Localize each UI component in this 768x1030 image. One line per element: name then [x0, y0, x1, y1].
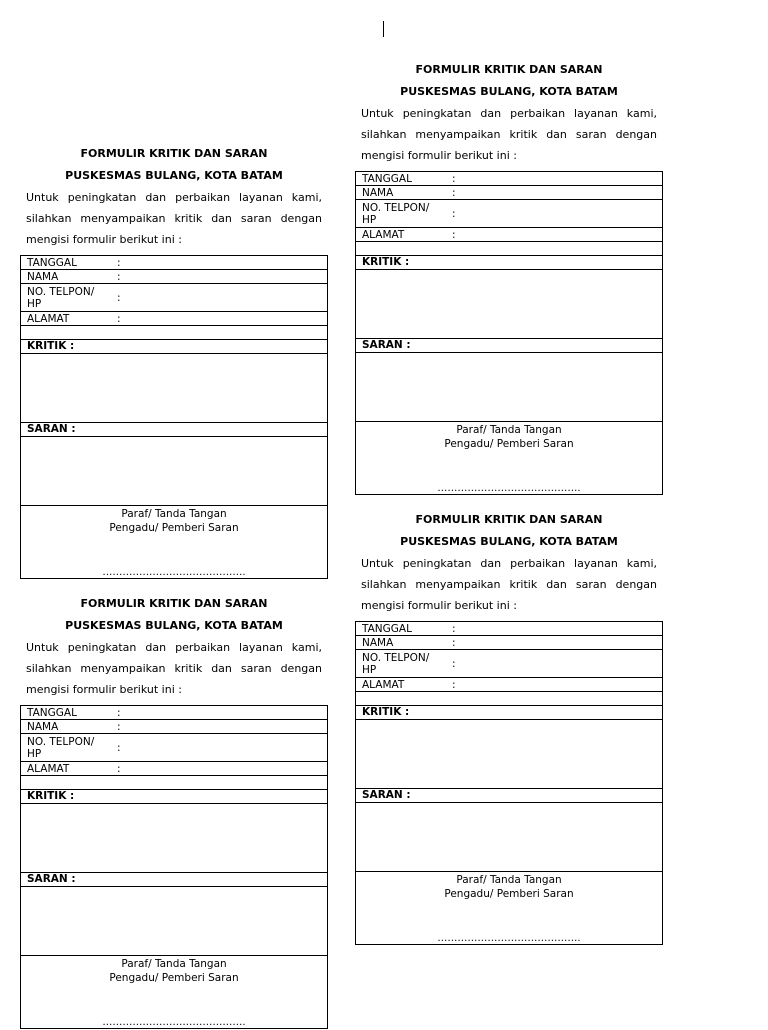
saran-label: SARAN : [356, 789, 662, 803]
form-title: FORMULIR KRITIK DAN SARAN [415, 513, 603, 526]
form-table [355, 621, 663, 945]
signature-line2: Pengadu/ Pemberi Saran [109, 522, 239, 534]
field-label: TANGGAL [362, 172, 412, 185]
field-colon: : [452, 207, 456, 220]
signature-line1: Paraf/ Tanda Tangan [121, 958, 227, 970]
signature-dots: ……………………………………. [102, 567, 246, 578]
field-label: NAMA [27, 720, 59, 733]
form-table [355, 171, 663, 495]
saran-label: SARAN : [356, 339, 662, 353]
form-right-top [355, 59, 663, 495]
field-label: TANGGAL [27, 706, 77, 719]
saran-label: SARAN : [21, 423, 327, 437]
field-colon: : [117, 762, 121, 775]
field-colon: : [452, 622, 456, 635]
field-label: ALAMAT [27, 762, 70, 775]
kritik-area[interactable] [356, 270, 662, 339]
kritik-area[interactable] [21, 354, 327, 423]
field-telpon[interactable] [356, 650, 662, 678]
form-left-bottom [20, 593, 328, 1029]
form-intro: Untuk peningkatan dan perbaikan layanan kami, silahkan menyampaikan kritik dan saran dengan mengisi formulir berikut ini : [26, 641, 322, 696]
form-title: FORMULIR KRITIK DAN SARAN [80, 597, 268, 610]
kritik-label: KRITIK : [21, 790, 327, 804]
field-colon: : [117, 706, 121, 719]
field-label: NAMA [362, 186, 394, 199]
form-table [20, 255, 328, 579]
field-nama[interactable] [21, 270, 327, 284]
field-label: ALAMAT [362, 228, 405, 241]
field-alamat[interactable] [356, 678, 662, 692]
field-alamat-continued[interactable] [356, 242, 662, 256]
field-colon: : [117, 291, 121, 304]
signature-line2: Pengadu/ Pemberi Saran [109, 972, 239, 984]
field-label: NO. TELPON/ HP [362, 651, 430, 676]
kritik-label: KRITIK : [356, 256, 662, 270]
field-nama[interactable] [356, 186, 662, 200]
field-colon: : [452, 636, 456, 649]
field-tanggal[interactable] [356, 622, 662, 636]
form-intro: Untuk peningkatan dan perbaikan layanan kami, silahkan menyampaikan kritik dan saran dengan mengisi formulir berikut ini : [361, 107, 657, 162]
saran-area[interactable] [356, 803, 662, 872]
field-colon: : [452, 678, 456, 691]
field-label: NO. TELPON/ HP [362, 201, 430, 226]
field-nama[interactable] [356, 636, 662, 650]
kritik-area[interactable] [356, 720, 662, 789]
field-nama[interactable] [21, 720, 327, 734]
field-alamat[interactable] [356, 228, 662, 242]
form-table [20, 705, 328, 1029]
field-alamat-continued[interactable] [21, 776, 327, 790]
signature-line2: Pengadu/ Pemberi Saran [444, 888, 574, 900]
field-tanggal[interactable] [21, 706, 327, 720]
field-alamat[interactable] [21, 762, 327, 776]
signature-dots: ……………………………………. [437, 483, 581, 494]
field-label: ALAMAT [362, 678, 405, 691]
field-telpon[interactable] [356, 200, 662, 228]
field-colon: : [117, 312, 121, 325]
field-colon: : [117, 741, 121, 754]
field-label: TANGGAL [27, 256, 77, 269]
field-alamat-continued[interactable] [21, 326, 327, 340]
saran-label: SARAN : [21, 873, 327, 887]
field-label: NAMA [362, 636, 394, 649]
field-colon: : [117, 720, 121, 733]
form-subtitle: PUSKESMAS BULANG, KOTA BATAM [400, 535, 618, 548]
field-label: TANGGAL [362, 622, 412, 635]
form-title: FORMULIR KRITIK DAN SARAN [415, 63, 603, 76]
field-label: NO. TELPON/ HP [27, 285, 95, 310]
signature-dots: ……………………………………. [102, 1017, 246, 1028]
field-colon: : [452, 657, 456, 670]
signature-block[interactable] [356, 872, 662, 944]
form-title: FORMULIR KRITIK DAN SARAN [80, 147, 268, 160]
form-subtitle: PUSKESMAS BULANG, KOTA BATAM [400, 85, 618, 98]
signature-line1: Paraf/ Tanda Tangan [456, 874, 562, 886]
saran-area[interactable] [21, 437, 327, 506]
field-colon: : [452, 186, 456, 199]
kritik-label: KRITIK : [356, 706, 662, 720]
form-subtitle: PUSKESMAS BULANG, KOTA BATAM [65, 619, 283, 632]
field-colon: : [117, 256, 121, 269]
text-cursor [383, 21, 384, 37]
field-colon: : [452, 172, 456, 185]
signature-line1: Paraf/ Tanda Tangan [456, 424, 562, 436]
form-right-bottom [355, 509, 663, 945]
signature-block[interactable] [21, 506, 327, 578]
field-tanggal[interactable] [21, 256, 327, 270]
kritik-area[interactable] [21, 804, 327, 873]
field-colon: : [117, 270, 121, 283]
form-intro: Untuk peningkatan dan perbaikan layanan kami, silahkan menyampaikan kritik dan saran dengan mengisi formulir berikut ini : [26, 191, 322, 246]
saran-area[interactable] [356, 353, 662, 422]
field-alamat-continued[interactable] [356, 692, 662, 706]
field-telpon[interactable] [21, 734, 327, 762]
form-left-top [20, 143, 328, 579]
field-alamat[interactable] [21, 312, 327, 326]
signature-line1: Paraf/ Tanda Tangan [121, 508, 227, 520]
signature-line2: Pengadu/ Pemberi Saran [444, 438, 574, 450]
field-telpon[interactable] [21, 284, 327, 312]
saran-area[interactable] [21, 887, 327, 956]
field-label: NO. TELPON/ HP [27, 735, 95, 760]
form-subtitle: PUSKESMAS BULANG, KOTA BATAM [65, 169, 283, 182]
field-tanggal[interactable] [356, 172, 662, 186]
signature-dots: ……………………………………. [437, 933, 581, 944]
field-colon: : [452, 228, 456, 241]
field-label: ALAMAT [27, 312, 70, 325]
signature-block[interactable] [356, 422, 662, 494]
signature-block[interactable] [21, 956, 327, 1028]
form-intro: Untuk peningkatan dan perbaikan layanan kami, silahkan menyampaikan kritik dan saran dengan mengisi formulir berikut ini : [361, 557, 657, 612]
kritik-label: KRITIK : [21, 340, 327, 354]
field-label: NAMA [27, 270, 59, 283]
